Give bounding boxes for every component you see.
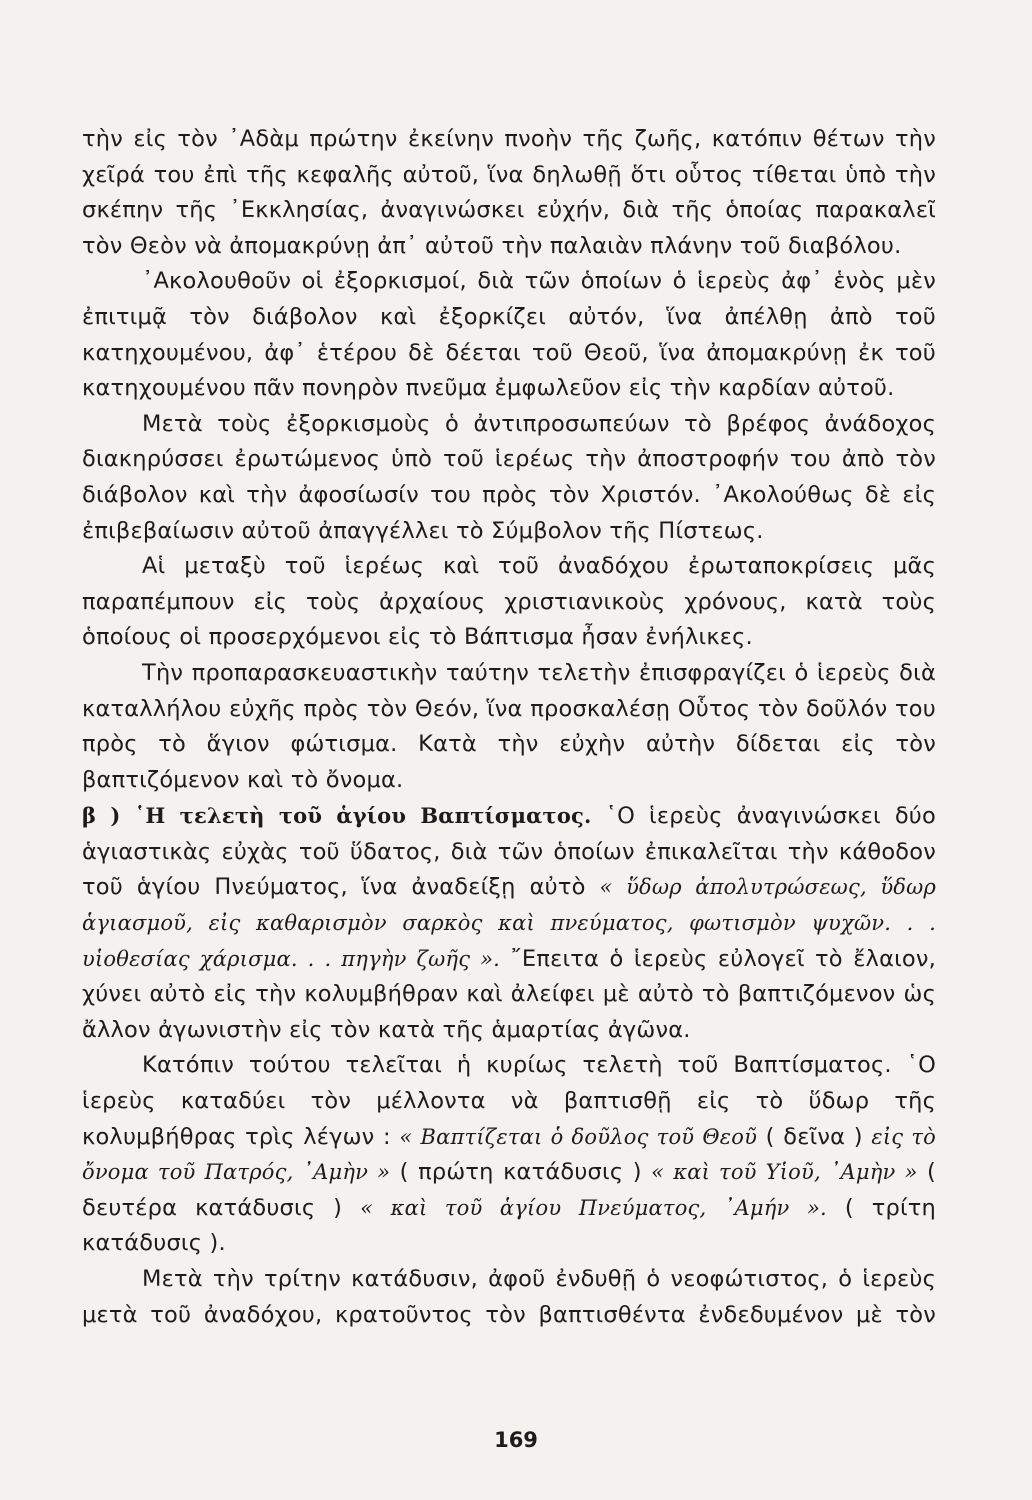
section-b-text-2: ῎Επειτα ὁ ἱερεὺς εὐλογεῖ τὸ ἔλαιον, χύνει αὐτὸ εἰς τὴν κολυμβήθραν καὶ ἀλείφει μὲ αὐτὸ τὸ βαπτιζόμενον ὡς ἄλλον ἀγωνιστὴν εἰς τὸν κατὰ τῆς ἁμαρτίας ἀγῶνα. [82, 945, 936, 1043]
paragraph-5: Τὴν προπαρασκευαστικὴν ταύτην τελετὴν ἐπισφραγίζει ὁ ἱερεὺς διὰ καταλλήλου εὐχῆς πρὸς τὸν Θεόν, ἵνα προσκαλέσῃ Οὗτος τὸν δοῦλόν του πρὸς τὸ ἅγιον φώτισμα. Κατὰ τὴν εὐχὴν αὐτὴν δίδεται εἰς τὸν βαπτιζόμενον καὶ τὸ ὄνομα. [82, 659, 936, 793]
p6-text-3: ( πρώτη κατάδυσις ) [390, 1159, 652, 1186]
p6-quote-3: « καὶ τοῦ Υἱοῦ, ᾿Αμὴν » [651, 1160, 918, 1185]
paragraph-section-b [82, 798, 936, 1048]
p6-text-2: ( δεῖνα ) [757, 1123, 872, 1150]
paragraph-1: τὴν εἰς τὸν ᾿Αδὰμ πρώτην ἐκείνην πνοὴν τῆς ζωῆς, κατόπιν θέτων τὴν χεῖρά του ἐπὶ τῆς κεφαλῆς αὐτοῦ, ἵνα δηλωθῇ ὅτι οὗτος τίθεται ὑπὸ τὴν σκέπην τῆς ᾿Εκκλησίας, ἀναγινώσκει εὐχήν, διὰ τῆς ὁποίας παρακαλεῖ τὸν Θεὸν νὰ ἀπομακρύνῃ ἀπ᾿ αὐτοῦ τὴν παλαιὰν πλάνην τοῦ διαβόλου. [82, 126, 936, 259]
p6-text-1: Κατόπιν τούτου τελεῖται ἡ κυρίως τελετὴ τοῦ Βαπτίσματος. ῾Ο ἱερεὺς καταδύει τὸν μέλλοντα νὰ βαπτισθῇ εἰς τὸ ὕδωρ τῆς κολυμβήθρας τρὶς λέγων : [82, 1052, 936, 1150]
p6-quote-1: « Βαπτίζεται ὁ δοῦλος τοῦ Θεοῦ [399, 1124, 758, 1149]
p6-quote-2: εἰς τὸ ὄνομα τοῦ Πατρός, ᾿Αμὴν » [82, 1124, 936, 1185]
section-b-text-1: ῾Ο ἱερεὺς ἀναγινώσκει δύο ἁγιαστικὰς εὐχὰς τοῦ ὕδατος, διὰ τῶν ὁποίων ἐπικαλεῖται τὴν κάθοδον τοῦ ἁγίου Πνεύματος, ἵνα ἀναδείξῃ αὐτὸ [82, 803, 936, 901]
p6-text-4: ( δευτέρα κατάδυσις ) [82, 1159, 937, 1221]
paragraph-2: ᾿Ακολουθοῦν οἱ ἐξορκισμοί, διὰ τῶν ὁποίων ὁ ἱερεὺς ἀφ᾿ ἑνὸς μὲν ἐπιτιμᾷ τὸν διάβολον καὶ ἐξορκίζει αὐτόν, ἵνα ἀπέλθῃ ἀπὸ τοῦ κατηχουμένου, ἀφ᾿ ἑτέρου δὲ δέεται τοῦ Θεοῦ, ἵνα ἀπομακρύνῃ ἐκ τοῦ κατηχουμένου πᾶν πονηρὸν πνεῦμα ἐμφωλεῦον εἰς τὴν καρδίαν αὐτοῦ. [82, 268, 936, 402]
section-b-quote: « ὕδωρ ἀπολυτρώσεως, ὕδωρ ἁγιασμοῦ, εἰς καθαρισμὸν σαρκὸς καὶ πνεύματος, φωτισμὸν ψυχῶν. . . υἱοθεσίας χάρισμα. . . πηγὴν ζωῆς ». [82, 875, 936, 971]
paragraph-4: Αἱ μεταξὺ τοῦ ἱερέως καὶ τοῦ ἀναδόχου ἐρωταποκρίσεις μᾶς παραπέμπουν εἰς τοὺς ἀρχαίους χριστιανικοὺς χρόνους, κατὰ τοὺς ὁποίους οἱ προσερχόμενοι εἰς τὸ Βάπτισμα ἦσαν ἐνήλικες. [82, 553, 936, 651]
p6-quote-4: « καὶ τοῦ ἁγίου Πνεύματος, ᾿Αμήν ». [360, 1195, 827, 1220]
section-heading: β ) ῾Η τελετὴ τοῦ ἁγίου Βαπτίσματος. [82, 803, 592, 829]
paragraph-3: Μετὰ τοὺς ἐξορκισμοὺς ὁ ἀντιπροσωπεύων τὸ βρέφος ἀνάδοχος διακηρύσσει ἐρωτώμενος ὑπὸ τοῦ ἱερέως τὴν ἀποστροφήν του ἀπὸ τὸν διάβολον καὶ τὴν ἀφοσίωσίν του πρὸς τὸν Χριστόν. ᾿Ακολούθως δὲ εἰς ἐπιβεβαίωσιν αὐτοῦ ἀπαγγέλλει τὸ Σύμβολον τῆς Πίστεως. [82, 410, 936, 544]
paragraph-7: Μετὰ τὴν τρίτην κατάδυσιν, ἀφοῦ ἐνδυθῇ ὁ νεοφώτιστος, ὁ ἱερεὺς μετὰ τοῦ ἀναδόχου, κρατοῦντος τὸν βαπτισθέντα ἐνδεδυμένον μὲ τὸν [82, 1266, 936, 1328]
page-number: 169 [494, 1428, 538, 1452]
paragraph-6 [82, 1048, 936, 1262]
page-body [82, 122, 936, 1422]
p6-text-5: ( τρίτη κατάδυσις ). [82, 1194, 936, 1257]
